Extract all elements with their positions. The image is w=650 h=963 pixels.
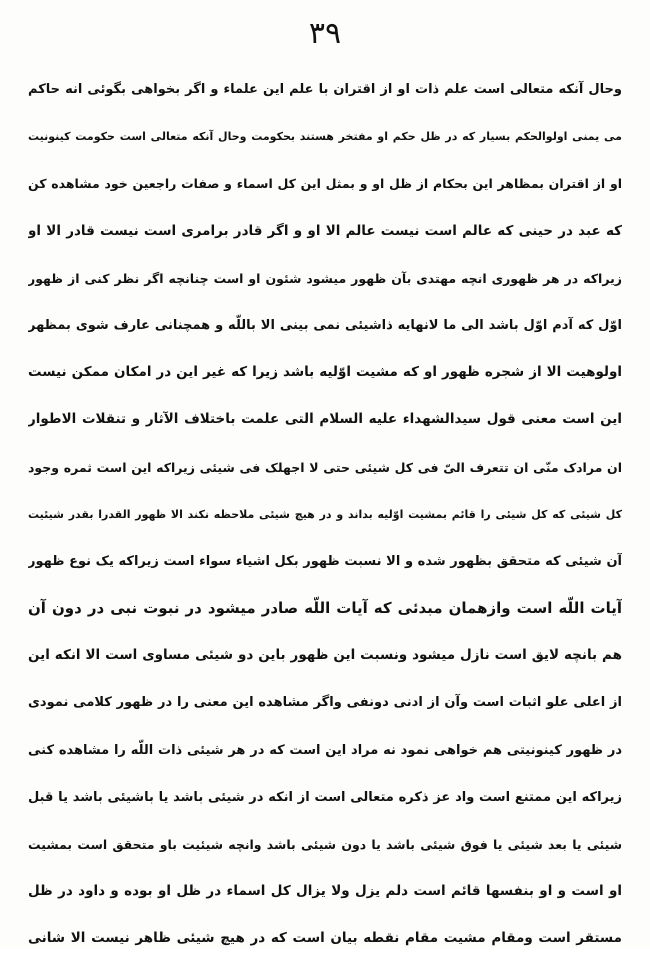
page-number: ٣٩ xyxy=(308,16,342,51)
text-line: مستقر است ومقام مشیت مقام نقطه بیان است که در هیچ شیئی ظاهر نیست الا شانی xyxy=(28,930,622,947)
text-line: می یمنی اولوالحکم بسیار که در ظل حکم او مفتخر هستند بحکومت وحال آنکه متعالی است حکومت کینونیت xyxy=(28,130,622,144)
text-line: ان مرادک منّی ان تتعرف الیّ فی کل شیئی حتی لا اجهلک فی شیئی زیراکه این است ثمره وجود xyxy=(28,459,622,475)
text-line: کل شیئی که کل شیئی را قائم بمشیت اوّلیه بداند و در هیچ شیئی ملاحظه نکند الا ظهور القدرا بقدر شیئیت xyxy=(28,507,622,521)
text-line: آیات اللّه است وازهمان مبدئی که آیات اللّه صادر میشود در نبوت نبی در دون آن xyxy=(28,599,622,618)
text-line: این است معنی قول سیدالشهداء علیه السلام التی علمت باختلاف الآثار و تنقلات الاطوار xyxy=(28,411,622,428)
text-line: آن شیئی که متحقق بظهور شده و الا نسبت ظهور بکل اشیاء سواء است زیراکه یک نوع ظهور xyxy=(28,553,622,569)
text-line: اولوهیت الا از شجره ظهور او که مشیت اوّلیه باشد زیرا که غیر این در امکان ممکن نیست xyxy=(28,364,622,381)
text-line: او از اقتران بمظاهر این بحکام از ظل او و بمثل این کل اسماء و صفات راجعین خود مشاهده کن xyxy=(28,176,622,192)
text-line: هم بانچه لایق است نازل میشود ونسبت این ظهور باین دو شیئی مساوی است الا انکه این xyxy=(28,647,622,664)
text-line: زیراکه این ممتنع است واد عز ذکره متعالی است از انکه در شیئی باشد یا باشیئی باشد یا قبل xyxy=(28,789,622,805)
text-line: او است و او بنفسها قائم است دلم یزل ولا یزال کل اسماء در ظل او بوده و داود در ظل xyxy=(28,883,622,900)
text-line: از اعلی علو اثبات است وآن از ادنی دونفی واگر مشاهده این معنی را در ظهور کلامی نمودی xyxy=(28,695,622,711)
text-line: زیراکه در هر ظهوری انچه مهتدی بآن ظهور میشود شئون او است چنانچه اگر نظر کنی از ظهور xyxy=(28,270,622,286)
text-line: وحال آنکه متعالی است علم ذات او از اقتران با علم این علماء و اگر بخواهی بگوئی انه حاکم xyxy=(28,82,622,97)
text-line: شیئی یا بعد شیئی یا فوق شیئی باشد یا دون شیئی باشد وانچه شیئیت باو متحقق است بمشیت xyxy=(28,837,622,852)
text-line: در ظهور کینونیتی هم خواهی نمود نه مراد این است که در هر شیئی ذات اللّه را مشاهده کنی xyxy=(28,742,622,758)
text-line: اوّل که آدم اوّل باشد الی ما لانهایه ذاشیئی نمی بینی الا باللّه و همچنانی عارف شوی بمظهر xyxy=(28,317,622,333)
text-line: که عبد در حینی که عالم است نیست عالم الا او و اگر قادر برامری است نیست قادر الا او xyxy=(28,222,622,239)
text-body xyxy=(28,66,622,963)
